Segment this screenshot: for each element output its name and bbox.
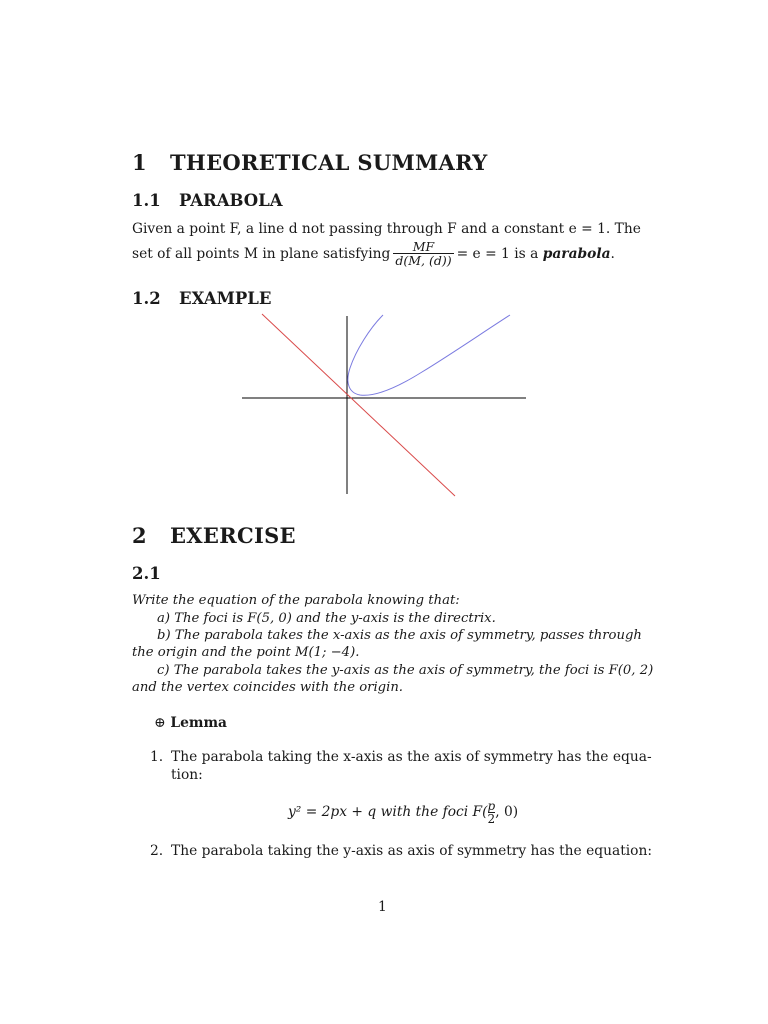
section-number: 2 (132, 523, 147, 548)
lemma-equation (288, 795, 518, 829)
exercise-item-c-line-1: c) The parabola takes the y-axis as the axis of symmetry, the foci is F(0, 2) (157, 663, 654, 678)
parabola-curve (348, 315, 510, 395)
equation-text-end: , 0) (495, 804, 519, 820)
section-number: 1 (132, 150, 147, 175)
section-2-heading (132, 523, 296, 548)
lemma-title: Lemma (170, 715, 227, 731)
lemma-item-1-number: 1. (150, 749, 164, 765)
section-title: THEORETICAL SUMMARY (170, 150, 488, 175)
equation-text: y² = 2px + q with the foci F( (288, 804, 488, 820)
lemma-item-2-line: The parabola taking the y-axis as axis of symmetry has the equation: (171, 843, 653, 859)
exercise-item-b-line-2: the origin and the point M(1; −4). (132, 645, 360, 660)
exercise-intro: Write the equation of the parabola knowing that: (132, 593, 460, 608)
section-title: EXERCISE (170, 523, 296, 548)
subsection-2-1-heading (132, 564, 161, 583)
exercise-item-c-line-2: and the vertex coincides with the origin. (132, 680, 404, 695)
subsection-number: 2.1 (132, 564, 161, 583)
parabola-keyword: parabola (542, 246, 611, 262)
page-number: 1 (378, 899, 387, 915)
oplus-icon: ⊕ (154, 715, 166, 731)
fraction-denominator: d(M, (d)) (395, 253, 452, 268)
lemma-item-2-number: 2. (150, 843, 164, 859)
subsection-number: 1.1 (132, 191, 161, 210)
exercise-item-a: a) The foci is F(5, 0) and the y-axis is the directrix. (157, 611, 496, 626)
directrix-line (262, 314, 455, 496)
definition-line-1: Given a point F, a line d not passing through F and a constant e = 1. The (132, 221, 641, 237)
p-over-2-fraction (488, 800, 496, 825)
fraction-numerator: MF (412, 239, 435, 254)
lemma-heading (154, 715, 227, 731)
lemma-item-1-line-1: The parabola taking the x-axis as the axis of symmetry has the equa- (171, 749, 652, 765)
fraction-denominator: 2 (487, 811, 496, 826)
fraction-numerator: p (487, 798, 496, 813)
subsection-number: 1.2 (132, 289, 161, 308)
subsection-title: EXAMPLE (179, 289, 272, 308)
definition-text-2: = e = 1 is a (456, 246, 539, 262)
exercise-item-b-line-1: b) The parabola takes the x-axis as the axis of symmetry, passes through (157, 628, 642, 643)
definition-period: . (610, 246, 615, 262)
definition-text: set of all points M in plane satisfying (132, 246, 391, 262)
lemma-item-1-line-2: tion: (171, 767, 203, 783)
subsection-title: PARABOLA (179, 191, 283, 210)
